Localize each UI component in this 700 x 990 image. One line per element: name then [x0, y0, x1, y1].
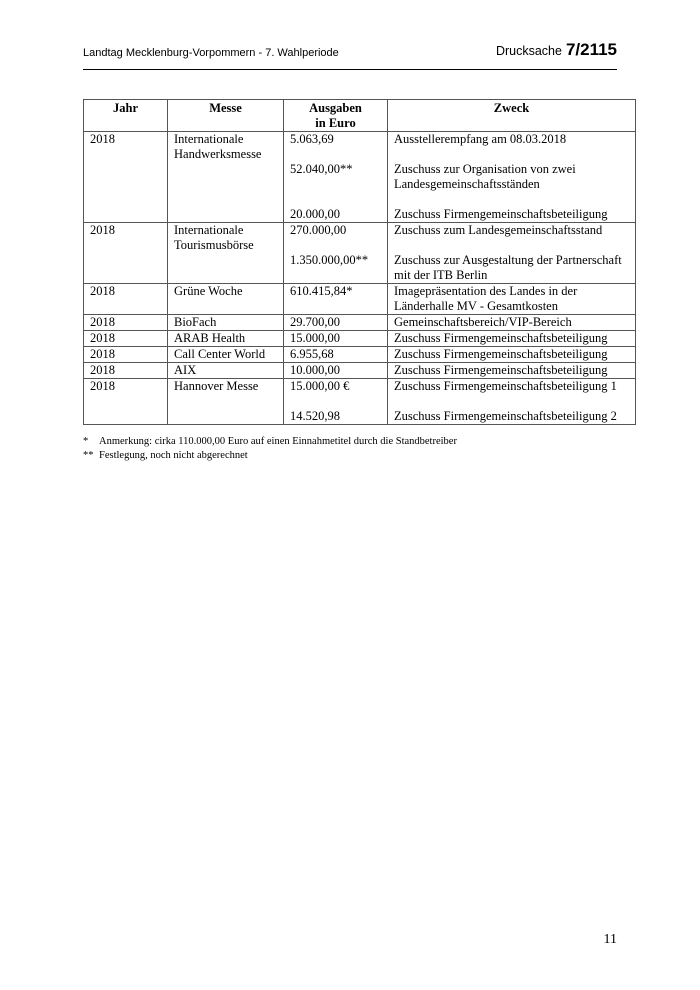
cell-ausgaben: 610.415,84* [284, 284, 388, 315]
header-jahr: Jahr [84, 100, 168, 132]
zweck-line: Zuschuss Firmengemeinschaftsbeteiligung 1 [394, 379, 617, 393]
table-row [84, 379, 636, 425]
document-label: Drucksache [495, 44, 562, 58]
table-row [84, 284, 636, 315]
footnote-text: Festlegung, noch nicht abgerechnet [99, 450, 248, 461]
table-row [84, 132, 636, 223]
cell-messe [168, 223, 284, 284]
amount: 52.040,00** [290, 162, 353, 176]
cell-zweck [388, 379, 636, 425]
zweck-line: Zuschuss zum Landesgemeinschaftsstand [394, 223, 603, 237]
zweck-line: Zuschuss zur Organisation von zwei [394, 162, 576, 176]
page-number: 11 [603, 932, 617, 947]
header-ausgaben [284, 100, 388, 132]
cell-jahr: 2018 [84, 223, 168, 284]
cell-messe: Hannover Messe [168, 379, 284, 425]
zweck-line: mit der ITB Berlin [394, 268, 488, 282]
expenses-table [83, 99, 636, 425]
cell-jahr: 2018 [84, 331, 168, 347]
cell-jahr: 2018 [84, 132, 168, 223]
amount: 5.063,69 [290, 132, 334, 146]
table-row [84, 363, 636, 379]
header-ausgaben-line2: in Euro [315, 116, 356, 130]
cell-messe [168, 132, 284, 223]
cell-jahr: 2018 [84, 284, 168, 315]
amount: 270.000,00 [290, 223, 347, 237]
footnote [83, 436, 457, 447]
cell-zweck [388, 223, 636, 284]
amount: 1.350.000,00** [290, 253, 369, 267]
table-row [84, 223, 636, 284]
header-ausgaben-line1: Ausgaben [309, 101, 362, 115]
footnote-marker: ** [83, 450, 94, 461]
zweck-line: Zuschuss zur Ausgestaltung der Partnerschaft [394, 253, 622, 267]
cell-ausgaben [284, 379, 388, 425]
cell-jahr: 2018 [84, 379, 168, 425]
zweck-line: Zuschuss Firmengemeinschaftsbeteiligung [394, 207, 608, 221]
table-row [84, 347, 636, 363]
table-row [84, 315, 636, 331]
header-title: Landtag Mecklenburg-Vorpommern - 7. Wahlperiode [83, 47, 339, 59]
table-row [84, 331, 636, 347]
cell-ausgaben: 29.700,00 [284, 315, 388, 331]
cell-zweck: Gemeinschaftsbereich/VIP-Bereich [388, 315, 636, 331]
zweck-line: Landesgemeinschaftsständen [394, 177, 540, 191]
header-zweck: Zweck [388, 100, 636, 132]
zweck-line: Ausstellerempfang am 08.03.2018 [394, 132, 567, 146]
footnote-marker: * [83, 436, 89, 447]
amount: 20.000,00 [290, 207, 340, 221]
cell-messe: Grüne Woche [168, 284, 284, 315]
cell-ausgaben: 15.000,00 [284, 331, 388, 347]
cell-messe: Call Center World [168, 347, 284, 363]
cell-jahr: 2018 [84, 315, 168, 331]
cell-ausgaben [284, 223, 388, 284]
header-messe: Messe [168, 100, 284, 132]
amount: 14.520,98 [290, 409, 340, 423]
document-number [496, 40, 617, 60]
table-header-row [84, 100, 636, 132]
cell-jahr: 2018 [84, 347, 168, 363]
zweck-line: Imagepräsentation des Landes in der [394, 284, 578, 298]
zweck-line: Zuschuss Firmengemeinschaftsbeteiligung 2 [394, 409, 617, 423]
document-number-value: 7/2115 [565, 40, 617, 59]
messe-line: Internationale [174, 132, 244, 146]
amount: 15.000,00 € [290, 379, 350, 393]
cell-messe: ARAB Health [168, 331, 284, 347]
cell-ausgaben [284, 132, 388, 223]
messe-line: Internationale [174, 223, 244, 237]
cell-messe: BioFach [168, 315, 284, 331]
zweck-line: Länderhalle MV - Gesamtkosten [394, 299, 558, 313]
cell-jahr: 2018 [84, 363, 168, 379]
footnote [83, 450, 248, 461]
cell-messe: AIX [168, 363, 284, 379]
footnote-text: Anmerkung: cirka 110.000,00 Euro auf einen Einnahmetitel durch die Standbetreiber [99, 436, 457, 447]
messe-line: Handwerksmesse [174, 147, 262, 161]
cell-ausgaben: 10.000,00 [284, 363, 388, 379]
cell-zweck [388, 284, 636, 315]
cell-ausgaben: 6.955,68 [284, 347, 388, 363]
cell-zweck: Zuschuss Firmengemeinschaftsbeteiligung [388, 347, 636, 363]
cell-zweck [388, 132, 636, 223]
cell-zweck: Zuschuss Firmengemeinschaftsbeteiligung [388, 363, 636, 379]
cell-zweck: Zuschuss Firmengemeinschaftsbeteiligung [388, 331, 636, 347]
messe-line: Tourismusbörse [174, 238, 254, 252]
header-divider [83, 69, 617, 70]
